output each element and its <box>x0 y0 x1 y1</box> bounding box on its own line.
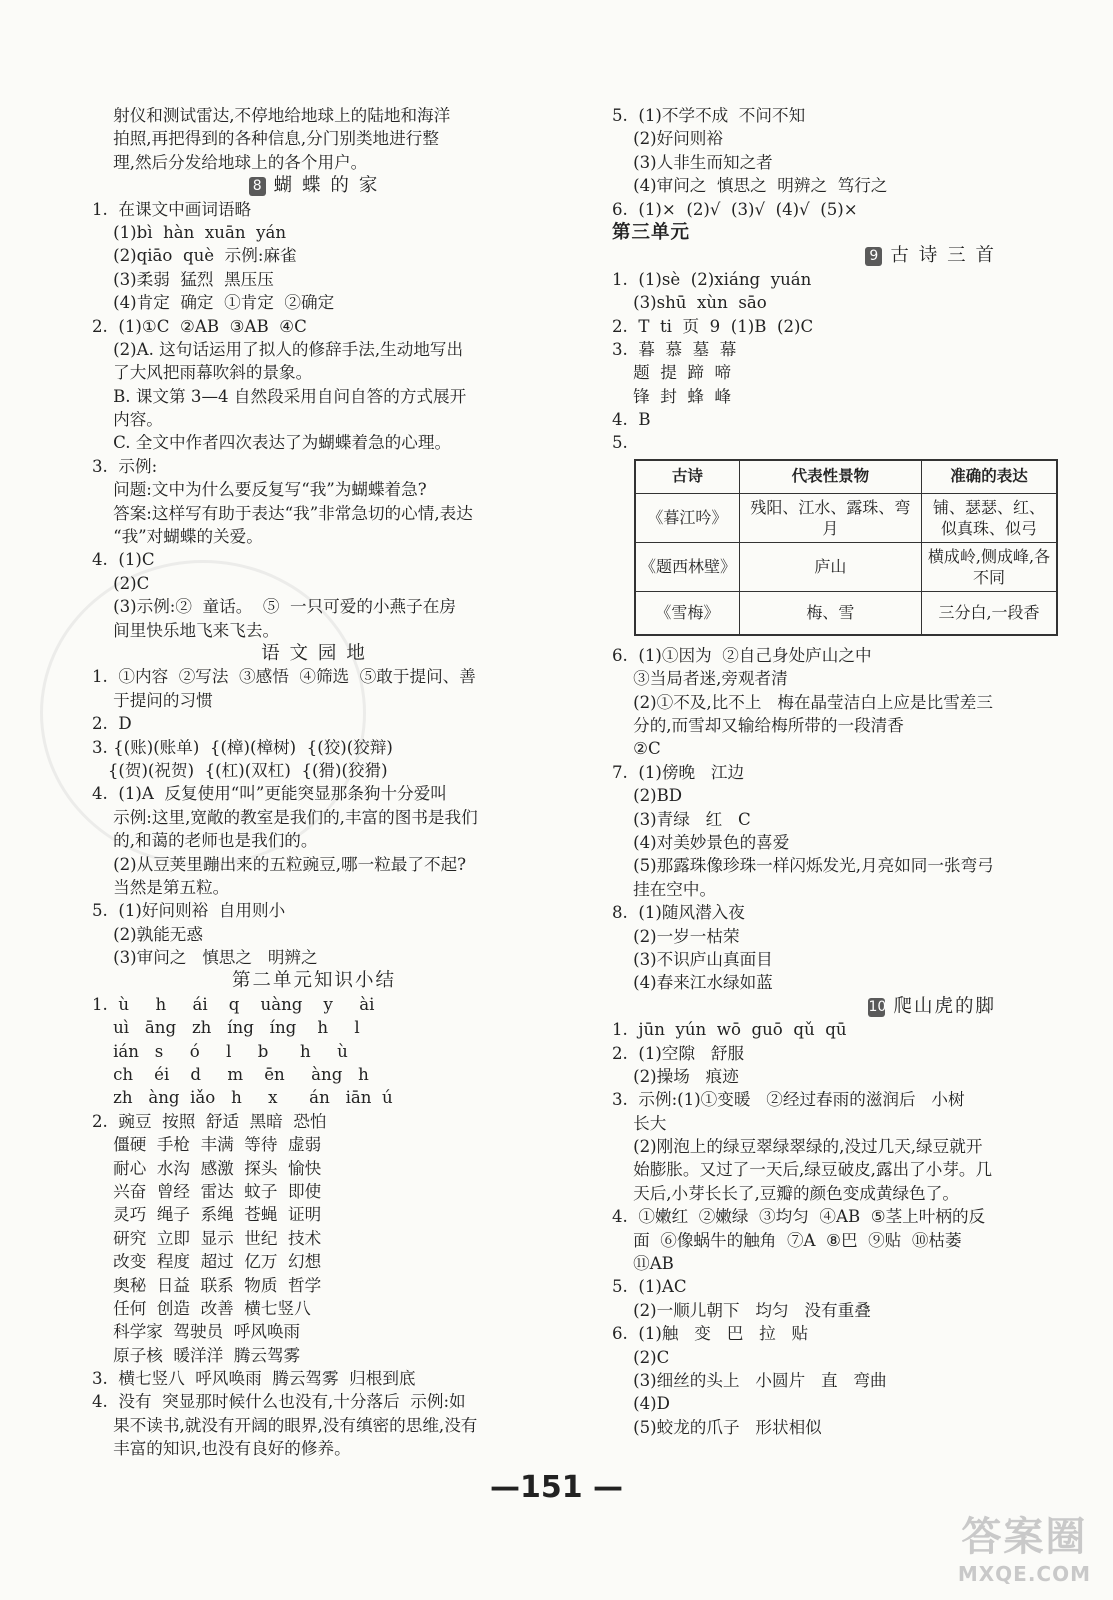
answer-line: (2)一顺儿朝下 均匀 没有重叠 <box>612 1300 871 1320</box>
poem-table-header: 古诗 <box>635 460 739 494</box>
table-cell: 庐山 <box>739 542 921 591</box>
answer-line: ③当局者迷,旁观者清 <box>612 669 788 689</box>
answer-line: 5. <box>612 433 628 453</box>
answer-line: (3)柔弱 猛烈 黑压压 <box>92 269 274 289</box>
table-cell: 《题西林壁》 <box>635 542 739 591</box>
answer-line: 的,和蔼的老师也是我们的。 <box>92 831 318 851</box>
answer-line: (2)刚泡上的绿豆翠绿翠绿的,没过几天,绿豆就开 <box>612 1137 983 1157</box>
answer-line: 兴奋 曾经 雷达 蚊子 即使 <box>92 1181 322 1201</box>
answer-line: 2. T ti 页 9 (1)B (2)C <box>612 316 814 336</box>
table-cell: 梅、雪 <box>739 591 921 635</box>
answer-line: (3)示例:② 童话。 ⑤ 一只可爱的小燕子在房 <box>92 597 456 617</box>
answer-line: 改变 程度 超过 亿万 幻想 <box>92 1252 322 1272</box>
poem-table-header-row <box>635 460 1057 494</box>
answer-line: 原子核 暖洋洋 腾云驾雾 <box>92 1345 301 1365</box>
answer-line: ián s ó l b h ù <box>92 1041 348 1061</box>
answer-line: (2)A. 这句话运用了拟人的修辞手法,生动地写出 <box>92 339 464 359</box>
answer-line: (2)一岁一枯荣 <box>612 926 740 946</box>
answer-line: 3. 示例:(1)①变暖 ②经过春雨的滋润后 小树 <box>612 1090 965 1110</box>
page-number: —151 — <box>489 1470 624 1505</box>
answer-line: (3)青绿 红 C <box>612 809 751 829</box>
answer-line: 了大风把雨幕吹斜的景象。 <box>92 363 313 383</box>
answer-line: 当然是第五粒。 <box>92 877 230 897</box>
answer-line: 挂在空中。 <box>612 879 717 899</box>
section-heading <box>92 642 536 665</box>
answer-line: 2. (1)空隙 舒服 <box>612 1043 745 1063</box>
watermark-url: MXQE.COM <box>957 1562 1091 1586</box>
answer-line: 果不读书,就没有开阔的眼界,没有缜密的思维,没有 <box>92 1415 478 1435</box>
answer-line: 答案:这样写有助于表达“我”非常急切的心情,表达 <box>92 503 473 523</box>
answer-line: (5)那露珠像珍珠一样闪烁发光,月亮如同一张弯弓 <box>612 856 994 876</box>
answer-line: zh àng iǎo h x án iān ú <box>92 1088 393 1108</box>
section-heading-text: 语 文 园 地 <box>261 642 367 664</box>
section-heading-text: 古 诗 三 首 <box>890 245 996 267</box>
answer-line: 理,然后分发给地球上的各个用户。 <box>92 152 368 172</box>
lesson-number-badge: 8 <box>249 177 266 196</box>
answer-line: “我”对蝴蝶的关爱。 <box>92 527 263 547</box>
answer-line: 5. (1)AC <box>612 1277 687 1297</box>
answer-line: 题 提 蹄 啼 <box>612 363 732 383</box>
answer-line: 1. ù h ái q uàng y ài <box>92 994 375 1014</box>
answer-line: 研究 立即 显示 世纪 技术 <box>92 1228 322 1248</box>
answer-line: 面 ⑥像蜗牛的触角 ⑦A ⑧巴 ⑨贴 ⑩枯萎 <box>612 1230 962 1250</box>
answer-line: 2. 豌豆 按照 舒适 黑暗 恐怕 <box>92 1111 327 1131</box>
answer-line: 射仪和测试雷达,不停地给地球上的陆地和海洋 <box>92 106 451 125</box>
site-watermark <box>958 1505 1091 1586</box>
answer-line: 4. ①嫩红 ②嫩绿 ③均匀 ④AB ⑤茎上叶柄的反 <box>612 1207 986 1227</box>
answer-line: ②C <box>612 739 661 759</box>
watermark-logo-text: 答案圈 <box>961 1514 1088 1560</box>
answer-line: (3)细丝的头上 小圆片 直 弯曲 <box>612 1370 887 1390</box>
answer-line: 4. 没有 突显那时候什么也没有,十分落后 示例:如 <box>92 1392 466 1412</box>
answer-line: 于提问的习惯 <box>92 690 213 710</box>
answer-line: (2)孰能无惑 <box>92 924 203 944</box>
answer-line: 锋 封 蜂 峰 <box>612 386 732 406</box>
answer-line: 7. (1)傍晚 江边 <box>612 762 745 782</box>
answer-line: 2. (1)①C ②AB ③AB ④C <box>92 316 307 336</box>
right-column-top <box>612 104 1052 455</box>
answer-line: ⑪AB <box>612 1254 674 1274</box>
section-heading-text: 蝴 蝶 的 家 <box>273 175 380 197</box>
answer-line: (2)BD <box>612 786 683 806</box>
answer-line: (4)春来江水绿如蓝 <box>612 973 773 993</box>
section-heading-text: 爬山虎的脚 <box>893 995 996 1017</box>
section-heading <box>612 995 1052 1018</box>
answer-line: (4)D <box>612 1394 670 1414</box>
answer-line: ch éi d m ēn àng h <box>92 1065 369 1085</box>
answer-line: 4. B <box>612 410 651 430</box>
answer-line: 分的,而雪却又输给梅所带的一段清香 <box>612 716 904 736</box>
answer-line: (3)人非生而知之者 <box>612 152 773 172</box>
answer-line: 2. D <box>92 714 132 734</box>
answer-line: 示例:这里,宽敞的教室是我们的,丰富的图书是我们 <box>92 807 478 827</box>
answer-line: 1. jūn yún wō guō qǔ qū <box>612 1020 847 1040</box>
table-cell: 残阳、江水、露珠、弯月 <box>739 493 921 542</box>
answer-line: 6. (1)触 变 巴 拉 贴 <box>612 1324 809 1344</box>
section-heading <box>92 174 536 197</box>
answer-line: 3. 横七竖八 呼风唤雨 腾云驾雾 归根到底 <box>92 1369 416 1389</box>
answer-line: 灵巧 绳子 系绳 苍蝇 证明 <box>92 1205 322 1225</box>
answer-line: 4. (1)C <box>92 550 155 570</box>
answer-line: 耐心 水沟 感激 探头 愉快 <box>92 1158 322 1178</box>
right-column-bottom <box>612 644 1052 1439</box>
answer-line: 天后,小芽长长了,豆瓣的颜色变成黄绿色了。 <box>612 1183 959 1203</box>
answer-line: 3. 暮 慕 墓 幕 <box>612 339 737 359</box>
answer-line: 5. (1)不学不成 不问不知 <box>612 106 806 125</box>
right-column <box>612 104 1052 1439</box>
answer-line: 科学家 驾驶员 呼风唤雨 <box>92 1322 301 1342</box>
answer-line: 5. (1)好问则裕 自用则小 <box>92 901 286 921</box>
answer-line: 1. 在课文中画词语略 <box>92 199 252 219</box>
answer-line: 僵硬 手枪 丰满 等待 虚弱 <box>92 1135 322 1155</box>
answer-line: (4)肯定 确定 ①肯定 ②确定 <box>92 293 335 313</box>
section-heading <box>612 221 1052 244</box>
answer-line: 6. (1)× (2)√ (3)√ (4)√ (5)× <box>612 199 858 219</box>
section-heading <box>92 969 536 992</box>
answer-line: (3)审问之 慎思之 明辨之 <box>92 948 318 968</box>
answer-line: (4)对美妙景色的喜爱 <box>612 832 790 852</box>
answer-line: (4)审问之 慎思之 明辨之 笃行之 <box>612 176 888 196</box>
answer-line: 4. (1)A 反复使用“叫”更能突显那条狗十分爱叫 <box>92 784 447 804</box>
lesson-number-badge: 10 <box>868 998 887 1015</box>
table-row <box>635 542 1057 591</box>
table-cell: 《暮江吟》 <box>635 493 739 542</box>
table-cell: 铺、瑟瑟、红、似真珠、似弓 <box>922 493 1058 542</box>
answer-line: (2)①不及,比不上 梅在晶莹洁白上应是比雪差三 <box>612 692 993 712</box>
poem-table-header: 代表性景物 <box>739 460 921 494</box>
table-cell: 三分白,一段香 <box>922 591 1058 635</box>
answer-line: 3. 示例: <box>92 456 158 476</box>
answer-line: 间里快乐地飞来飞去。 <box>92 620 280 640</box>
answer-line: 奥秘 日益 联系 物质 哲学 <box>92 1275 322 1295</box>
answer-line: 3. {(账)(账单) {(樟)(樟树) {(狡)(狡辩) <box>92 737 393 757</box>
table-row <box>635 493 1057 542</box>
answer-line: 1. (1)sè (2)xiáng yuán <box>612 269 812 289</box>
answer-line: 丰富的知识,也没有良好的修养。 <box>92 1439 351 1459</box>
table-row <box>635 591 1057 635</box>
answer-line: 8. (1)随风潜入夜 <box>612 903 745 923</box>
answer-line: uì āng zh íng íng h l <box>92 1018 360 1038</box>
answer-line: (1)bì hàn xuān yán <box>92 222 287 242</box>
section-heading <box>612 244 1052 267</box>
answer-line: (2)好问则裕 <box>612 129 723 149</box>
section-heading-text: 第二单元知识小结 <box>231 970 396 992</box>
table-cell: 横成岭,侧成峰,各不同 <box>922 542 1058 591</box>
answer-line: 1. ①内容 ②写法 ③感悟 ④筛选 ⑤敢于提问、善 <box>92 667 476 687</box>
answer-line: B. 课文第 3—4 自然段采用自问自答的方式展开 <box>92 386 467 406</box>
answer-line: {(贺)(祝贺) {(杠)(双杠) {(猾)(狡猾) <box>92 760 388 780</box>
answer-line: 长大 <box>612 1113 667 1133</box>
answer-line: (3)不识庐山真面目 <box>612 949 773 969</box>
answer-line: (2)C <box>92 573 150 593</box>
answer-line: 6. (1)①因为 ②自己身处庐山之中 <box>612 645 872 665</box>
section-heading-text: 第三单元 <box>612 221 691 243</box>
table-cell: 《雪梅》 <box>635 591 739 635</box>
answer-line: 拍照,再把得到的各种信息,分门别类地进行整 <box>92 129 439 149</box>
answer-line: (2)qiāo què 示例:麻雀 <box>92 246 297 266</box>
answer-line: 内容。 <box>92 410 163 430</box>
answer-line: 问题:文中为什么要反复写“我”为蝴蝶着急? <box>92 480 427 500</box>
answer-line: (2)从豆荚里蹦出来的五粒豌豆,哪一粒最了不起? <box>92 854 467 874</box>
answer-line: 任何 创造 改善 横七竖八 <box>92 1298 311 1318</box>
answer-line: C. 全文中作者四次表达了为蝴蝶着急的心理。 <box>92 433 452 453</box>
poem-table-header: 准确的表达 <box>922 460 1058 494</box>
answer-line: 始膨胀。又过了一天后,绿豆破皮,露出了小芽。几 <box>612 1160 993 1180</box>
lesson-number-badge: 9 <box>865 247 882 266</box>
answer-line: (2)C <box>612 1347 670 1367</box>
poem-table <box>634 459 1058 636</box>
left-column <box>92 104 536 1461</box>
answer-line: (3)shū xùn sāo <box>612 293 767 313</box>
answer-line: (5)蛟龙的爪子 形状相似 <box>612 1417 822 1437</box>
answer-line: (2)操场 痕迹 <box>612 1066 739 1086</box>
